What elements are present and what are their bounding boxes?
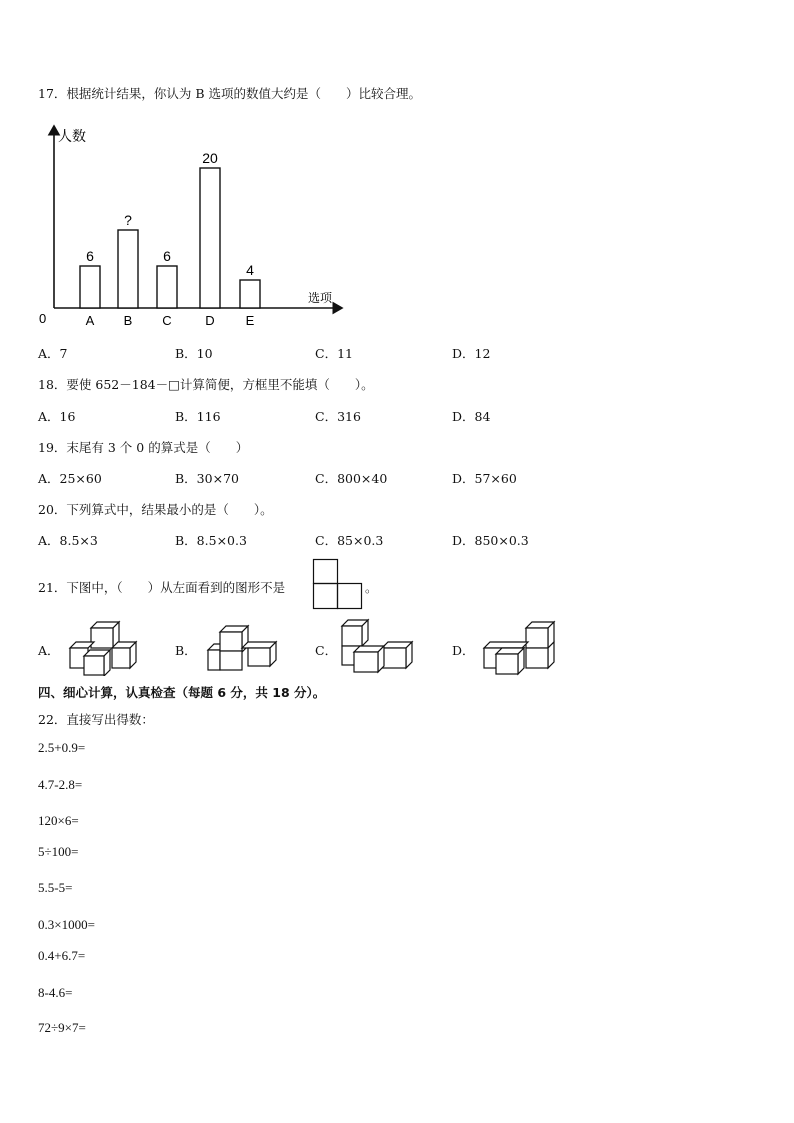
question-19-text: 19．末尾有 3 个 0 的算式是（ ） (38, 440, 249, 455)
question-18-text: 18．要使 652－184－□计算简便，方框里不能填（ ）。 (38, 377, 374, 392)
data-label-a: 6 (86, 248, 94, 264)
q21-option-a-cubes (66, 618, 142, 676)
q19-option-b[interactable]: B．30×70 (175, 471, 239, 486)
q19-option-a[interactable]: A．25×60 (38, 471, 102, 486)
q18-option-b[interactable]: B．116 (175, 409, 221, 424)
q18-option-d[interactable]: D．84 (452, 409, 491, 424)
bar-e (240, 280, 260, 308)
left-view-shape (312, 558, 364, 612)
bar-a (80, 266, 100, 308)
data-label-d: 20 (202, 150, 218, 166)
bar-chart (30, 118, 360, 333)
q17-option-c[interactable]: C．11 (315, 346, 353, 361)
q21-option-d[interactable]: D． (452, 643, 475, 658)
calc-item-3: 120×6= (38, 813, 79, 828)
question-21-text: 21．下图中，（ ）从左面看到的图形不是 (38, 580, 286, 595)
tick-label-d: D (205, 313, 215, 328)
calc-item-4: 5÷100= (38, 844, 79, 859)
q18-option-c[interactable]: C．316 (315, 409, 361, 424)
q21-option-c-cubes (338, 618, 416, 674)
tick-label-a: A (85, 313, 95, 328)
data-label-e: 4 (246, 262, 254, 278)
q20-option-d[interactable]: D．850×0.3 (452, 533, 529, 548)
q19-option-c[interactable]: C．800×40 (315, 471, 388, 486)
q20-option-c[interactable]: C．85×0.3 (315, 533, 384, 548)
q20-option-a[interactable]: A．8.5×3 (38, 533, 98, 548)
data-label-b: ? (124, 212, 132, 228)
q21-option-b-cubes (204, 622, 280, 672)
section-4-title: 四、细心计算，认真检查（每题 6 分，共 18 分）。 (38, 685, 326, 700)
bar-c (157, 266, 177, 308)
q18-option-a[interactable]: A．16 (38, 409, 76, 424)
question-22-text: 22．直接写出得数： (38, 712, 154, 727)
tick-label-b: B (123, 313, 133, 328)
bar-b (118, 230, 138, 308)
question-21-end: 。 (365, 580, 378, 595)
q17-option-b[interactable]: B．10 (175, 346, 213, 361)
calc-item-7: 0.4+6.7= (38, 948, 86, 963)
q21-option-d-cubes (480, 618, 558, 676)
q21-option-a[interactable]: A． (38, 643, 60, 658)
origin-label: 0 (39, 311, 47, 326)
tick-label-c: C (162, 313, 172, 328)
q20-option-b[interactable]: B．8.5×0.3 (175, 533, 247, 548)
question-17-text: 17．根据统计结果，你认为 B 选项的数值大约是（ ）比较合理。 (38, 86, 422, 101)
question-20-text: 20．下列算式中，结果最小的是（ ）。 (38, 502, 273, 517)
q21-option-b[interactable]: B． (175, 643, 197, 658)
calc-item-1: 2.5+0.9= (38, 740, 86, 755)
calc-item-6: 0.3×1000= (38, 917, 95, 932)
q17-option-a[interactable]: A．7 (38, 346, 68, 361)
q21-option-c[interactable]: C． (315, 643, 338, 658)
x-axis-label: 选项 (308, 291, 333, 305)
calc-item-8: 8-4.6= (38, 985, 73, 1000)
data-label-c: 6 (163, 248, 171, 264)
calc-item-9: 72÷9×7= (38, 1020, 86, 1035)
tick-label-e: E (245, 313, 255, 328)
calc-item-2: 4.7-2.8= (38, 777, 83, 792)
calc-item-5: 5.5-5= (38, 880, 73, 895)
q19-option-d[interactable]: D．57×60 (452, 471, 517, 486)
bar-d (200, 168, 220, 308)
y-axis-label: 人数 (58, 128, 86, 144)
q17-option-d[interactable]: D．12 (452, 346, 491, 361)
